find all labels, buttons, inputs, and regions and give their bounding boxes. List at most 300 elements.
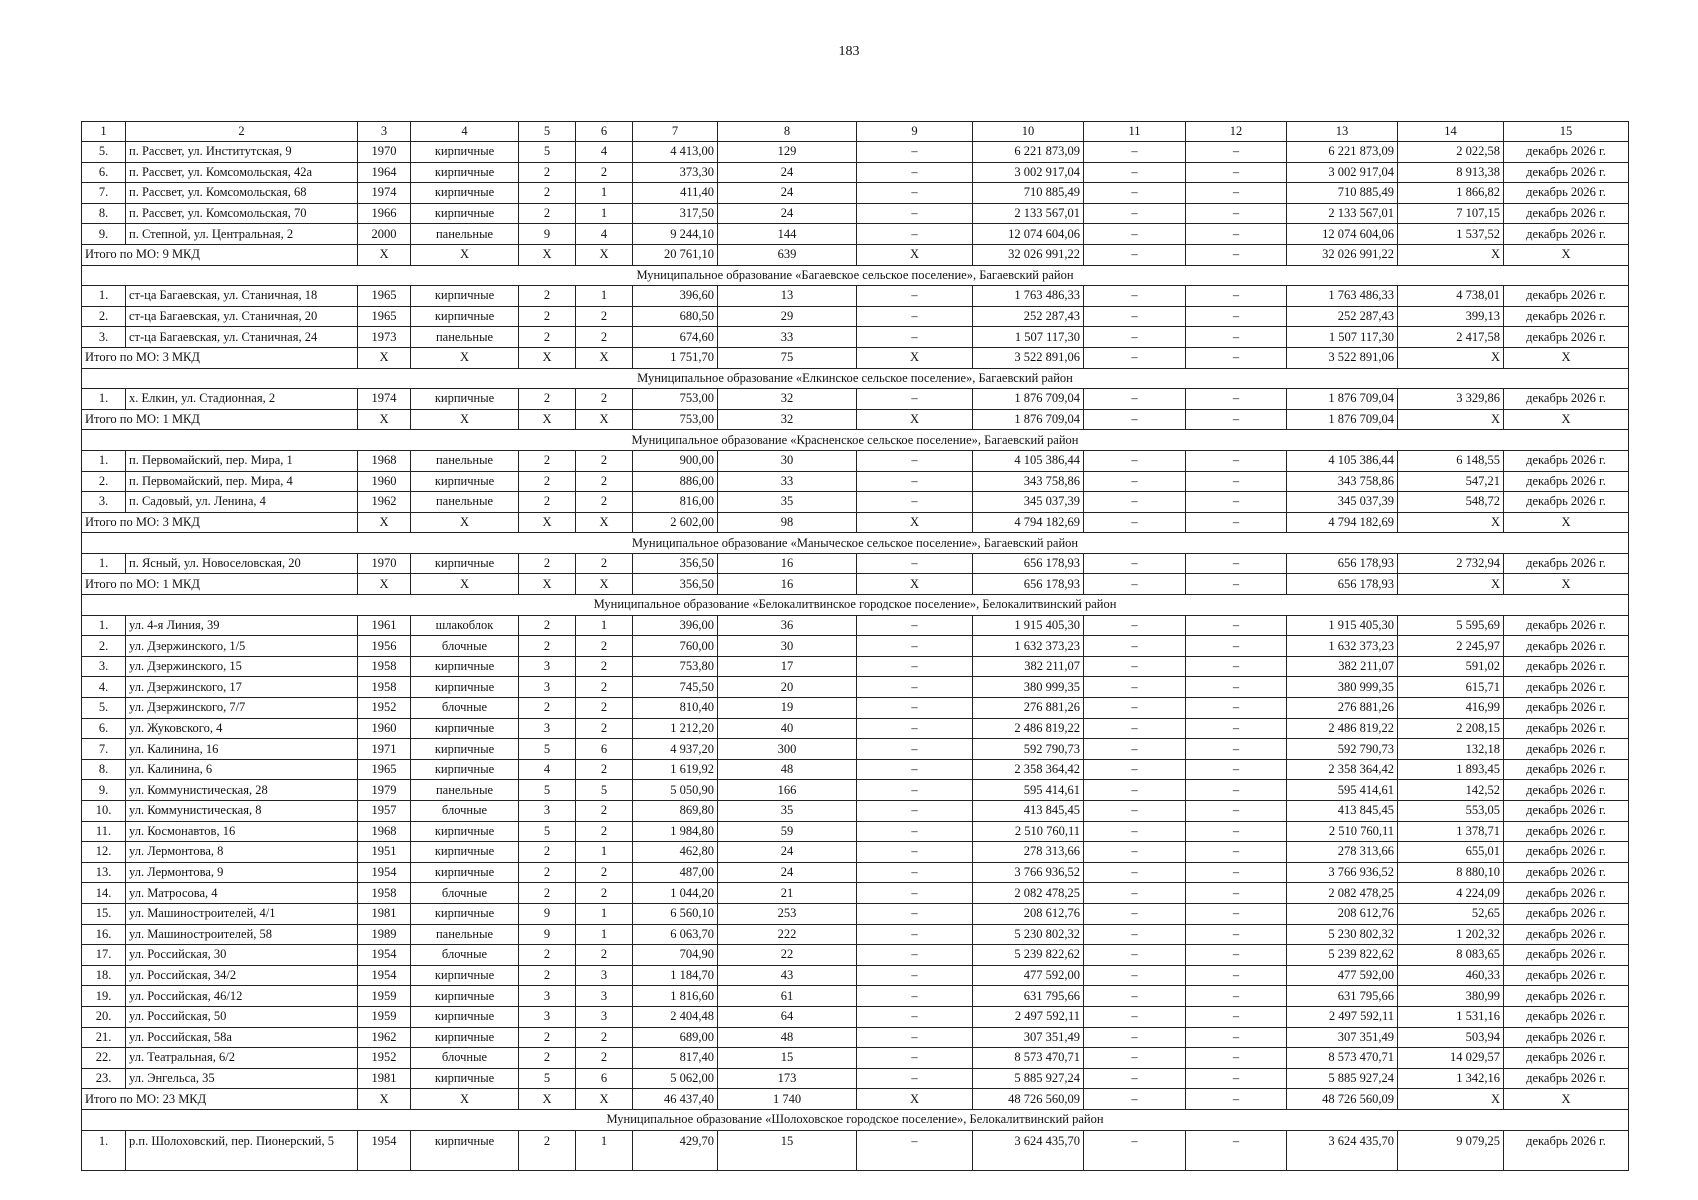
table-cell: 710 885,49 (1287, 183, 1398, 204)
table-cell: – (1084, 903, 1186, 924)
table-cell: 2 (519, 203, 576, 224)
address-cell: ул. Калинина, 16 (126, 739, 358, 760)
total-row (82, 512, 1629, 533)
table-cell: 2 (519, 389, 576, 410)
table-cell: 1954 (358, 862, 411, 883)
table-cell: 3 (576, 986, 633, 1007)
table-cell: 1 212,20 (633, 718, 718, 739)
table-cell: – (1084, 698, 1186, 719)
table-cell: декабрь 2026 г. (1504, 718, 1629, 739)
table-cell: – (1084, 553, 1186, 574)
table-cell: блочные (411, 1048, 519, 1069)
table-cell: кирпичные (411, 821, 519, 842)
table-cell: – (1186, 739, 1287, 760)
table-cell: 595 414,61 (973, 780, 1084, 801)
table-cell: 24 (718, 162, 857, 183)
section-row (82, 533, 1629, 554)
total-cell: X (519, 574, 576, 595)
table-cell: 1 763 486,33 (973, 286, 1084, 307)
table-cell: 411,40 (633, 183, 718, 204)
table-cell: блочные (411, 801, 519, 822)
table-cell: декабрь 2026 г. (1504, 471, 1629, 492)
table-cell: кирпичные (411, 759, 519, 780)
table-cell: 4 (576, 142, 633, 163)
total-cell: – (1084, 244, 1186, 265)
table-cell: 4 738,01 (1398, 286, 1504, 307)
table-cell: 6 221 873,09 (973, 142, 1084, 163)
address-cell: ул. Машиностроителей, 4/1 (126, 903, 358, 924)
table-cell: 2 (576, 162, 633, 183)
table-cell: 5 885 927,24 (973, 1068, 1084, 1089)
total-cell: X (1398, 409, 1504, 430)
table-cell: – (1084, 718, 1186, 739)
table-cell: 2 (576, 327, 633, 348)
table-cell: 1. (82, 450, 126, 471)
table-cell: – (1186, 821, 1287, 842)
table-cell: 3 (519, 718, 576, 739)
table-cell: – (1186, 986, 1287, 1007)
column-number-header: 6 (576, 122, 633, 142)
table-cell: 1 (576, 615, 633, 636)
table-cell: 40 (718, 718, 857, 739)
table-cell: 1 893,45 (1398, 759, 1504, 780)
table-cell: панельные (411, 224, 519, 245)
table-cell: декабрь 2026 г. (1504, 1027, 1629, 1048)
table-row (82, 615, 1629, 636)
table-cell: – (857, 677, 973, 698)
table-cell: декабрь 2026 г. (1504, 739, 1629, 760)
address-cell: ул. 4-я Линия, 39 (126, 615, 358, 636)
table-cell: декабрь 2026 г. (1504, 1130, 1629, 1170)
table-cell: 317,50 (633, 203, 718, 224)
address-cell: ул. Лермонтова, 8 (126, 842, 358, 863)
total-cell: X (576, 512, 633, 533)
total-cell: 753,00 (633, 409, 718, 430)
table-cell: 745,50 (633, 677, 718, 698)
table-row (82, 142, 1629, 163)
table-cell: 886,00 (633, 471, 718, 492)
table-cell: декабрь 2026 г. (1504, 615, 1629, 636)
total-cell: 356,50 (633, 574, 718, 595)
table-cell: декабрь 2026 г. (1504, 553, 1629, 574)
table-cell: 2 510 760,11 (973, 821, 1084, 842)
total-cell: X (857, 1089, 973, 1110)
table-cell: 1 632 373,23 (1287, 636, 1398, 657)
table-cell: 5 (519, 142, 576, 163)
table-row (82, 945, 1629, 966)
table-cell: 2 (576, 677, 633, 698)
table-row (82, 801, 1629, 822)
table-cell: 6 063,70 (633, 924, 718, 945)
total-cell: X (576, 574, 633, 595)
table-cell: 3 (519, 1006, 576, 1027)
table-cell: 5 885 927,24 (1287, 1068, 1398, 1089)
table-cell: 3 002 917,04 (1287, 162, 1398, 183)
total-cell: 98 (718, 512, 857, 533)
table-cell: декабрь 2026 г. (1504, 656, 1629, 677)
table-cell: 2 (519, 327, 576, 348)
table-cell: 43 (718, 965, 857, 986)
table-cell: декабрь 2026 г. (1504, 965, 1629, 986)
table-cell: – (857, 389, 973, 410)
table-cell: 674,60 (633, 327, 718, 348)
table-cell: 2 (519, 306, 576, 327)
table-cell: 14. (82, 883, 126, 904)
table-cell: 4 105 386,44 (1287, 450, 1398, 471)
table-cell: – (1084, 677, 1186, 698)
table-cell: 1951 (358, 842, 411, 863)
table-cell: 2 (576, 1027, 633, 1048)
table-cell: 4 (519, 759, 576, 780)
table-row (82, 842, 1629, 863)
total-label: Итого по МО: 1 МКД (82, 409, 358, 430)
table-cell: 1 763 486,33 (1287, 286, 1398, 307)
table-cell: 18. (82, 965, 126, 986)
total-cell: X (519, 409, 576, 430)
table-row (82, 718, 1629, 739)
total-cell: X (857, 574, 973, 595)
table-cell: 817,40 (633, 1048, 718, 1069)
table-cell: 1. (82, 1130, 126, 1170)
table-row (82, 780, 1629, 801)
table-cell: 1964 (358, 162, 411, 183)
table-cell: 591,02 (1398, 656, 1504, 677)
table-cell: 396,00 (633, 615, 718, 636)
table-row (82, 306, 1629, 327)
table-cell: 5 (519, 821, 576, 842)
table-row (82, 677, 1629, 698)
table-cell: 2 486 819,22 (973, 718, 1084, 739)
table-cell: 2 (519, 286, 576, 307)
table-cell: кирпичные (411, 1130, 519, 1170)
address-cell: ул. Российская, 34/2 (126, 965, 358, 986)
table-cell: 5 062,00 (633, 1068, 718, 1089)
table-cell: декабрь 2026 г. (1504, 450, 1629, 471)
table-row (82, 636, 1629, 657)
table-cell: 5 230 802,32 (973, 924, 1084, 945)
table-cell: 29 (718, 306, 857, 327)
table-cell: кирпичные (411, 203, 519, 224)
table-cell: – (1186, 306, 1287, 327)
table-cell: 2 358 364,42 (973, 759, 1084, 780)
table-cell: кирпичные (411, 389, 519, 410)
table-cell: 2 404,48 (633, 1006, 718, 1027)
table-body (82, 122, 1629, 1171)
total-cell: X (411, 574, 519, 595)
address-cell: х. Елкин, ул. Стадионная, 2 (126, 389, 358, 410)
table-row (82, 739, 1629, 760)
total-cell: – (1186, 1089, 1287, 1110)
table-cell: 7 107,15 (1398, 203, 1504, 224)
column-number-header: 13 (1287, 122, 1398, 142)
table-cell: – (1084, 862, 1186, 883)
table-cell: 4. (82, 677, 126, 698)
table-cell: 1 915 405,30 (1287, 615, 1398, 636)
table-row (82, 203, 1629, 224)
table-cell: 1959 (358, 986, 411, 1007)
table-cell: – (857, 656, 973, 677)
table-cell: кирпичные (411, 142, 519, 163)
table-cell: 9 079,25 (1398, 1130, 1504, 1170)
table-cell: – (1084, 1048, 1186, 1069)
total-cell: X (411, 244, 519, 265)
table-cell: 24 (718, 203, 857, 224)
table-cell: декабрь 2026 г. (1504, 492, 1629, 513)
table-cell: – (1084, 1130, 1186, 1170)
total-cell: X (1504, 1089, 1629, 1110)
table-cell: 24 (718, 862, 857, 883)
table-cell: – (857, 903, 973, 924)
table-cell: – (1186, 1006, 1287, 1027)
total-cell: 32 026 991,22 (973, 244, 1084, 265)
table-cell: кирпичные (411, 553, 519, 574)
table-cell: декабрь 2026 г. (1504, 759, 1629, 780)
table-row (82, 883, 1629, 904)
table-cell: кирпичные (411, 286, 519, 307)
table-cell: 1958 (358, 677, 411, 698)
table-cell: 2 (519, 862, 576, 883)
total-cell: 46 437,40 (633, 1089, 718, 1110)
table-cell: кирпичные (411, 862, 519, 883)
table-cell: 1 (576, 183, 633, 204)
table-cell: 3 329,86 (1398, 389, 1504, 410)
table-cell: 300 (718, 739, 857, 760)
table-cell: 1 378,71 (1398, 821, 1504, 842)
table-cell: 166 (718, 780, 857, 801)
table-cell: панельные (411, 780, 519, 801)
table-cell: 2 (576, 389, 633, 410)
table-cell: – (1084, 1027, 1186, 1048)
column-number-header: 3 (358, 122, 411, 142)
table-cell: 380 999,35 (973, 677, 1084, 698)
address-cell: п. Ясный, ул. Новоселовская, 20 (126, 553, 358, 574)
table-cell: 3. (82, 656, 126, 677)
table-cell: – (1084, 739, 1186, 760)
table-cell: декабрь 2026 г. (1504, 306, 1629, 327)
table-cell: 1. (82, 286, 126, 307)
table-cell: 3 624 435,70 (1287, 1130, 1398, 1170)
table-cell: 2 (519, 883, 576, 904)
table-cell: декабрь 2026 г. (1504, 1006, 1629, 1027)
table-cell: 16. (82, 924, 126, 945)
total-cell: X (1504, 244, 1629, 265)
address-cell: ул. Дзержинского, 15 (126, 656, 358, 677)
address-cell: ул. Машиностроителей, 58 (126, 924, 358, 945)
table-cell: 656 178,93 (973, 553, 1084, 574)
table-cell: 503,94 (1398, 1027, 1504, 1048)
table-cell: 2 (519, 1130, 576, 1170)
table-cell: 30 (718, 636, 857, 657)
table-cell: 2 486 819,22 (1287, 718, 1398, 739)
table-cell: 1 531,16 (1398, 1006, 1504, 1027)
address-cell: п. Степной, ул. Центральная, 2 (126, 224, 358, 245)
table-cell: – (857, 965, 973, 986)
table-cell: 1. (82, 553, 126, 574)
column-number-header: 11 (1084, 122, 1186, 142)
total-cell: – (1084, 409, 1186, 430)
table-cell: 5. (82, 142, 126, 163)
table-cell: 2 (576, 306, 633, 327)
column-number-header: 4 (411, 122, 519, 142)
table-cell: 487,00 (633, 862, 718, 883)
table-cell: 6. (82, 162, 126, 183)
table-cell: блочные (411, 945, 519, 966)
total-cell: – (1186, 409, 1287, 430)
table-cell: 2 (576, 553, 633, 574)
table-cell: 276 881,26 (1287, 698, 1398, 719)
total-row (82, 574, 1629, 595)
table-cell: – (857, 450, 973, 471)
table-cell: панельные (411, 450, 519, 471)
total-cell: X (576, 1089, 633, 1110)
table-cell: 208 612,76 (1287, 903, 1398, 924)
table-cell: – (857, 553, 973, 574)
table-cell: 753,00 (633, 389, 718, 410)
table-cell: 3 (576, 1006, 633, 1027)
table-row (82, 492, 1629, 513)
section-row (82, 595, 1629, 616)
table-cell: 2 (519, 636, 576, 657)
table-cell: 1 044,20 (633, 883, 718, 904)
table-cell: 547,21 (1398, 471, 1504, 492)
table-cell: 2 (576, 471, 633, 492)
table-cell: 11. (82, 821, 126, 842)
total-cell: X (358, 512, 411, 533)
table-cell: 1954 (358, 965, 411, 986)
table-cell: 1954 (358, 945, 411, 966)
table-cell: 5 (519, 739, 576, 760)
table-row (82, 286, 1629, 307)
table-cell: 2 (519, 450, 576, 471)
table-cell: 5. (82, 698, 126, 719)
table-cell: 48 (718, 1027, 857, 1048)
table-cell: 1981 (358, 1068, 411, 1089)
total-label: Итого по МО: 1 МКД (82, 574, 358, 595)
section-row (82, 430, 1629, 451)
table-cell: 631 795,66 (973, 986, 1084, 1007)
total-cell: X (857, 512, 973, 533)
table-cell: декабрь 2026 г. (1504, 903, 1629, 924)
table-cell: 1974 (358, 389, 411, 410)
table-cell: – (857, 924, 973, 945)
column-number-header: 2 (126, 122, 358, 142)
table-cell: – (1186, 1027, 1287, 1048)
table-cell: 1970 (358, 553, 411, 574)
table-cell: 1 184,70 (633, 965, 718, 986)
table-cell: – (1084, 1068, 1186, 1089)
table-row (82, 698, 1629, 719)
table-cell: 3 (519, 986, 576, 1007)
table-cell: – (1186, 142, 1287, 163)
table-cell: 396,60 (633, 286, 718, 307)
section-row (82, 265, 1629, 286)
table-cell: – (1186, 677, 1287, 698)
table-cell: 253 (718, 903, 857, 924)
total-cell: X (1398, 512, 1504, 533)
table-cell: 35 (718, 801, 857, 822)
total-cell: X (358, 1089, 411, 1110)
table-cell: 6 560,10 (633, 903, 718, 924)
municipality-heading: Муниципальное образование «Красненское сельское поселение», Багаевский район (82, 430, 1629, 451)
table-cell: – (1186, 327, 1287, 348)
table-cell: 8. (82, 759, 126, 780)
table-cell: 1 (576, 286, 633, 307)
table-cell: 5 (576, 780, 633, 801)
table-cell: 1. (82, 615, 126, 636)
total-cell: 75 (718, 347, 857, 368)
table-cell: 21. (82, 1027, 126, 1048)
table-cell: – (1186, 636, 1287, 657)
table-cell: 48 (718, 759, 857, 780)
table-cell: 222 (718, 924, 857, 945)
table-row (82, 903, 1629, 924)
address-cell: ул. Российская, 30 (126, 945, 358, 966)
table-cell: 462,80 (633, 842, 718, 863)
table-cell: кирпичные (411, 903, 519, 924)
table-cell: 2 133 567,01 (1287, 203, 1398, 224)
table-cell: – (1084, 615, 1186, 636)
column-number-header: 5 (519, 122, 576, 142)
table-cell: декабрь 2026 г. (1504, 203, 1629, 224)
table-cell: 21 (718, 883, 857, 904)
table-cell: 2 (576, 821, 633, 842)
table-cell: 1962 (358, 1027, 411, 1048)
table-cell: 2 (519, 1048, 576, 1069)
table-row (82, 450, 1629, 471)
address-cell: п. Рассвет, ул. Комсомольская, 42а (126, 162, 358, 183)
table-cell: 22. (82, 1048, 126, 1069)
table-cell: – (1084, 883, 1186, 904)
table-cell: 4 224,09 (1398, 883, 1504, 904)
section-row (82, 1109, 1629, 1130)
section-row (82, 368, 1629, 389)
total-cell: – (1186, 347, 1287, 368)
table-cell: 655,01 (1398, 842, 1504, 863)
table-cell: 3 624 435,70 (973, 1130, 1084, 1170)
table-cell: 592 790,73 (1287, 739, 1398, 760)
table-cell: 2 245,97 (1398, 636, 1504, 657)
table-cell: 460,33 (1398, 965, 1504, 986)
address-cell: ул. Российская, 58а (126, 1027, 358, 1048)
table-cell: – (1084, 162, 1186, 183)
table-cell: декабрь 2026 г. (1504, 162, 1629, 183)
table-cell: 1 507 117,30 (1287, 327, 1398, 348)
table-cell: 3 (519, 677, 576, 698)
table-cell: 1962 (358, 492, 411, 513)
table-cell: 7. (82, 739, 126, 760)
table-cell: 30 (718, 450, 857, 471)
table-cell: – (857, 636, 973, 657)
table-cell: – (1186, 903, 1287, 924)
table-cell: 2 (519, 945, 576, 966)
table-cell: – (857, 142, 973, 163)
table-row (82, 656, 1629, 677)
table-cell: декабрь 2026 г. (1504, 698, 1629, 719)
table-cell: 19 (718, 698, 857, 719)
table-cell: 1965 (358, 759, 411, 780)
table-cell: – (1186, 698, 1287, 719)
table-cell: – (1084, 986, 1186, 1007)
table-cell: 380,99 (1398, 986, 1504, 1007)
table-cell: 20. (82, 1006, 126, 1027)
table-cell: кирпичные (411, 1068, 519, 1089)
table-cell: – (857, 203, 973, 224)
table-cell: 1 (576, 903, 633, 924)
address-cell: ул. Коммунистическая, 28 (126, 780, 358, 801)
table-row (82, 389, 1629, 410)
table-cell: блочные (411, 883, 519, 904)
table-cell: 61 (718, 986, 857, 1007)
